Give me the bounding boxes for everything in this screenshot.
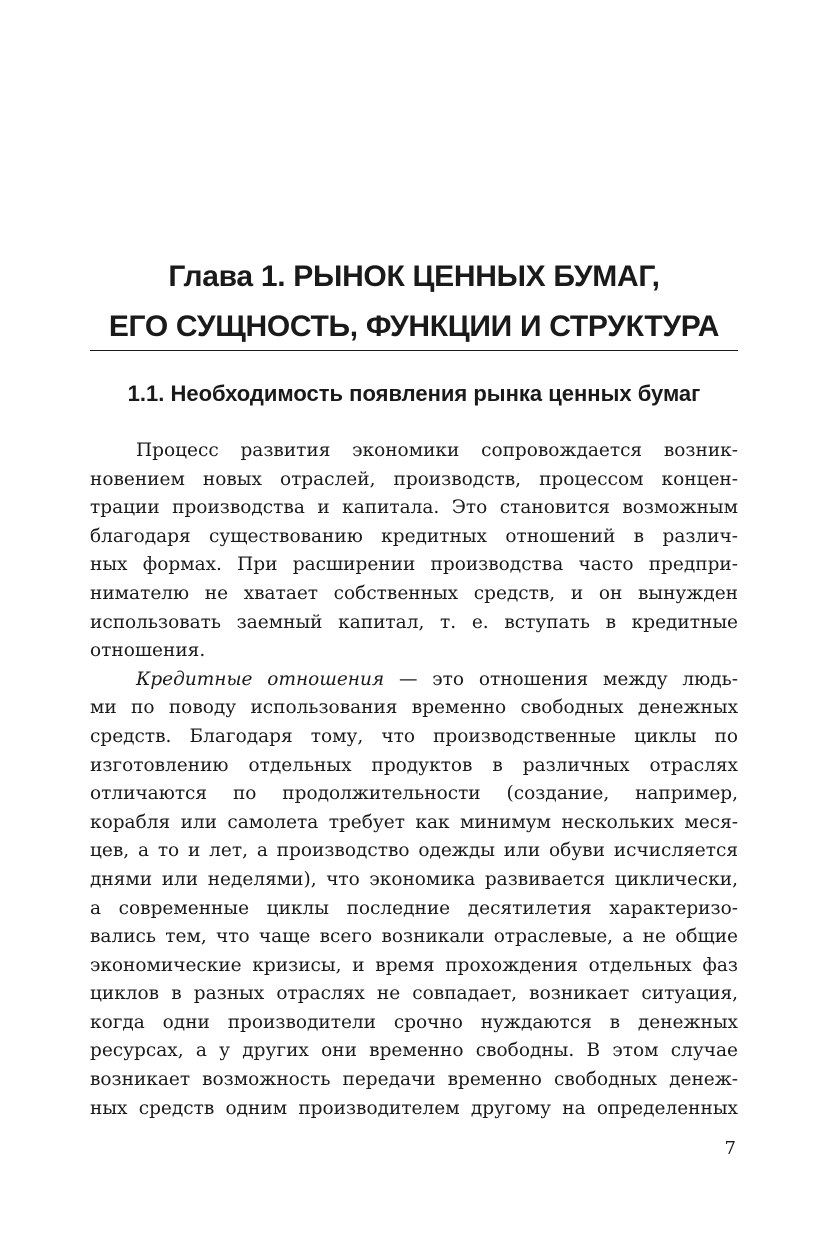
text-fragment: — это отношения между людь- xyxy=(384,668,738,690)
text-line: использовать заемный капитал, т. е. вступать в кредитные xyxy=(90,611,738,633)
defined-term: Кредитные отношения xyxy=(136,668,385,690)
chapter-title-line-2: ЕГО СУЩНОСТЬ, ФУНКЦИИ И СТРУКТУРА xyxy=(108,310,720,343)
text-line: циклов в разных отраслях не совпадает, возникает ситуация, xyxy=(90,983,738,1005)
text-line: ных средств одним производителем другому на определенных xyxy=(90,1097,738,1119)
text-line: возникает возможность передачи временно свободных денеж- xyxy=(90,1069,738,1091)
text-line: ных формах. При расширении производства часто предпри- xyxy=(90,554,738,576)
text-line: новением новых отраслей, производств, процессом концен- xyxy=(90,468,738,490)
text-line: когда одни производители срочно нуждаются в денежных xyxy=(90,1011,738,1033)
text-line: а современные циклы последние десятилетия характеризо- xyxy=(90,897,738,919)
text-line: ми по поводу использования временно свободных денежных xyxy=(90,697,738,719)
text-line: отношения. xyxy=(90,640,206,662)
text-line: нимателю не хватает собственных средств, и он вынужден xyxy=(90,582,738,604)
paragraph-2 xyxy=(90,666,738,1124)
text-line: экономические кризисы, и время прохождения отдельных фаз xyxy=(90,954,738,976)
text-line: днями или неделями), что экономика развивается циклически, xyxy=(90,868,738,890)
text-line: средств. Благодаря тому, что производственные циклы по xyxy=(90,725,738,747)
text-line: изготовлению отдельных продуктов в различных отраслях xyxy=(90,754,738,776)
text-line: Процесс развития экономики сопровождается возник- xyxy=(136,440,738,461)
section-title: 1.1. Необходимость появления рынка ценных бумаг xyxy=(127,381,701,406)
page-number: 7 xyxy=(724,1138,736,1159)
chapter-divider xyxy=(90,350,738,351)
text-line: ресурсах, а у других они временно свободны. В этом случае xyxy=(90,1040,738,1062)
text-line xyxy=(90,666,738,695)
text-line: вались тем, что чаще всего возникали отраслевые, а не общие xyxy=(90,926,738,948)
chapter-title xyxy=(90,252,738,352)
body-text xyxy=(90,437,738,1123)
chapter-title-line-1: Глава 1. РЫНОК ЦЕННЫХ БУМАГ, xyxy=(168,260,660,293)
text-line: корабля или самолета требует как минимум нескольких меся- xyxy=(90,811,738,833)
text-line: благодаря существованию кредитных отношений в различ- xyxy=(90,525,738,547)
paragraph-1 xyxy=(90,437,738,666)
text-line: цев, а то и лет, а производство одежды или обуви исчисляется xyxy=(90,840,738,862)
text-line: отличаются по продолжительности (создание, например, xyxy=(90,783,738,805)
text-line: трации производства и капитала. Это становится возможным xyxy=(90,497,738,519)
